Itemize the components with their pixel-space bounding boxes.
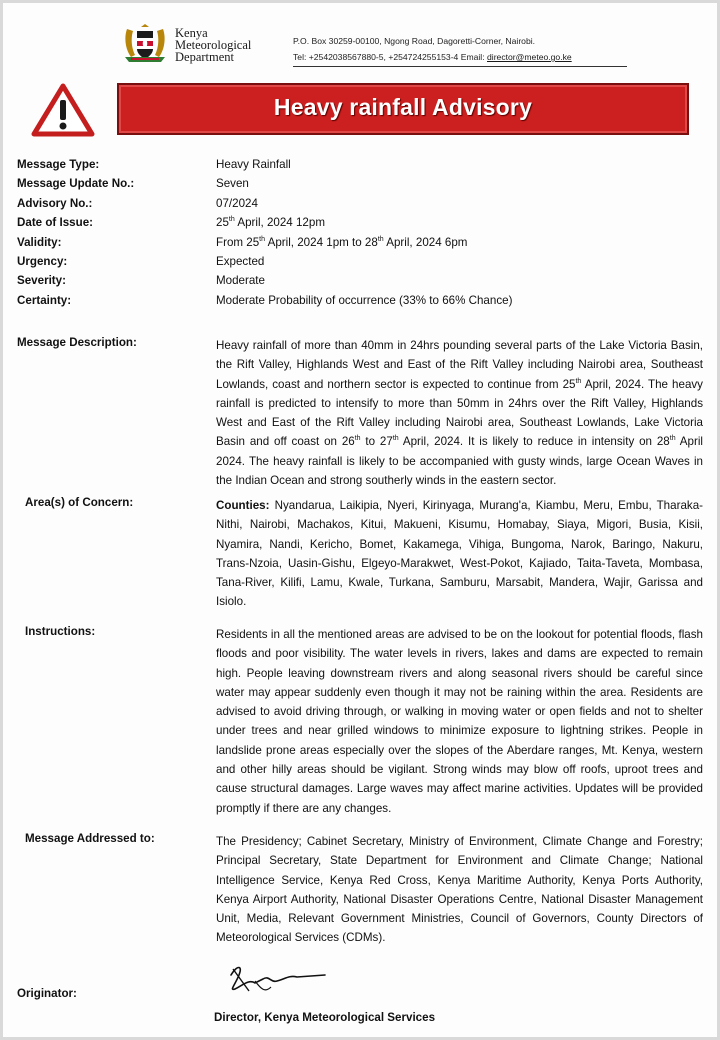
field-label: Date of Issue: [17,216,94,230]
kenya-coat-of-arms-icon [121,23,169,63]
advisory-title: Heavy rainfall Advisory [273,94,533,120]
letterhead [121,23,641,69]
field-value: Heavy Rainfall [216,158,291,171]
field-row [17,274,707,293]
addressed-text: The Presidency; Cabinet Secretary, Ministry of Environment, Climate Change and Forestry; Principal Secretary, State Department for Environment and Climate Change; National Intelligence Service, Kenya Red Cross, Kenya Maritime Authority, Kenya Ports Authority, Kenya Airport Authority, National Disaster Operations Centre, National Disaster Management Unit, Media, Relevant Government Ministries, Council of Governors, County Directors of Meteorological Services (CDMs). [216,835,703,945]
field-value: From 25th April, 2024 1pm to 28th April, 2024 6pm [216,235,468,249]
instructions-text: Residents in all the mentioned areas are advised to be on the lookout for potential floods, flash floods and poor visibility. The water levels in rivers, lakes and dams are expected to remain high. People leaving downstream rivers and along seasonal rivers should be careful since water may appear suddenly even though it may not be raining within the area. Residents are advised to avoid driving through, or walking in moving water or open fields and not to shelter under trees and near grilled windows to minimize exposure to lightning strikes. People in landslide prone areas especially over the slopes of the Aberdare ranges, Mt. Kenya, western and other hilly areas should be vigilant. Strong winds may blow off roofs, uproot trees and cause structural damages. Large waves may affect marine activities. Updates will be provided promptly if there are any changes. [216,628,703,815]
field-label: Urgency: [17,254,68,268]
field-row [17,255,707,274]
field-row [17,294,707,313]
contact-info [293,33,572,65]
areas-label: Area(s) of Concern: [25,496,134,509]
field-label: Validity: [17,235,62,249]
field-label: Advisory No.: [17,196,93,210]
areas-text [216,496,703,612]
field-value: Moderate Probability of occurrence (33% to 66% Chance) [216,293,513,307]
field-value: 25th April, 2024 12pm [216,216,325,230]
field-row [17,177,707,196]
field-row [17,216,707,235]
originator-label: Originator: [17,987,77,1000]
field-label: Severity: [17,274,66,288]
field-value: Moderate [216,274,265,288]
addressed-label: Message Addressed to: [25,832,155,845]
message-fields [17,158,707,313]
counties-list: Nyandarua, Laikipia, Nyeri, Kirinyaga, Murang'a, Kiambu, Meru, Embu, Tharaka-Nithi, Nairobi, Machakos, Kitui, Makueni, Kisumu, Homabay, Siaya, Migori, Busia, Kisii, Nyamira, Nandi, Kericho, Bomet, Kakamega, Vihiga, Bungoma, Narok, Baringo, Nakuru, Trans-Nzoia, Uasin-Gishu, Elgeyo-Marakwet, West-Pokot, Kajiado, Taita-Taveta, Mombasa, Tana-River, Kilifi, Lamu, Kwale, Turkana, Samburu, Marsabit, Mandera, Wajir, Garissa and Isiolo. [216,499,703,609]
email-link[interactable]: director@meteo.go.ke [487,52,572,62]
field-value: Expected [216,254,265,268]
field-value: 07/2024 [216,196,258,210]
postal-address: P.O. Box 30259-00100, Ngong Road, Dagoretti-Corner, Nairobi. [293,36,536,46]
field-label: Message Type: [17,158,100,171]
director-title: Director, Kenya Meteorological Services [214,1011,436,1024]
organization-name: Kenya Meteorological Department [175,26,252,64]
field-label: Certainty: [17,293,72,307]
warning-triangle-icon [31,83,95,137]
field-row [17,236,707,255]
field-row [17,197,707,216]
instructions-label: Instructions: [25,625,96,638]
signature-icon [225,961,335,997]
field-label: Message Update No.: [17,177,135,191]
counties-label: Counties: [216,499,270,512]
field-value: Seven [216,177,249,191]
phone-email-line: Tel: +2542038567880-5, +254724255153-4 Email: director@meteo.go.ke [293,52,572,62]
field-row [17,158,707,177]
description-label: Message Description: [17,336,137,349]
header-rule [293,66,627,67]
description-text: Heavy rainfall of more than 40mm in 24hrs pounding several parts of the Lake Victoria Basin, the Rift Valley, Highlands West and East of the Rift Valley including Nairobi area, Southeast Lowlands, coast and northern sector is expected to continue from 25th April, 2024. The heavy rainfall is predicted to intensify to more than 50mm in 24hrs over the Rift Valley, Highlands West and East of the Rift Valley including Nairobi area, Southeast Lowlands, Lake Victoria Basin and off coast on 26th to 27th April, 2024. It is likely to reduce in intensity on 28th April 2024. The heavy rainfall is likely to be accompanied with gusty winds, large Ocean Waves in the Indian Ocean and strong southerly winds in the eastern sector. [216,339,703,488]
advisory-banner [117,83,689,135]
